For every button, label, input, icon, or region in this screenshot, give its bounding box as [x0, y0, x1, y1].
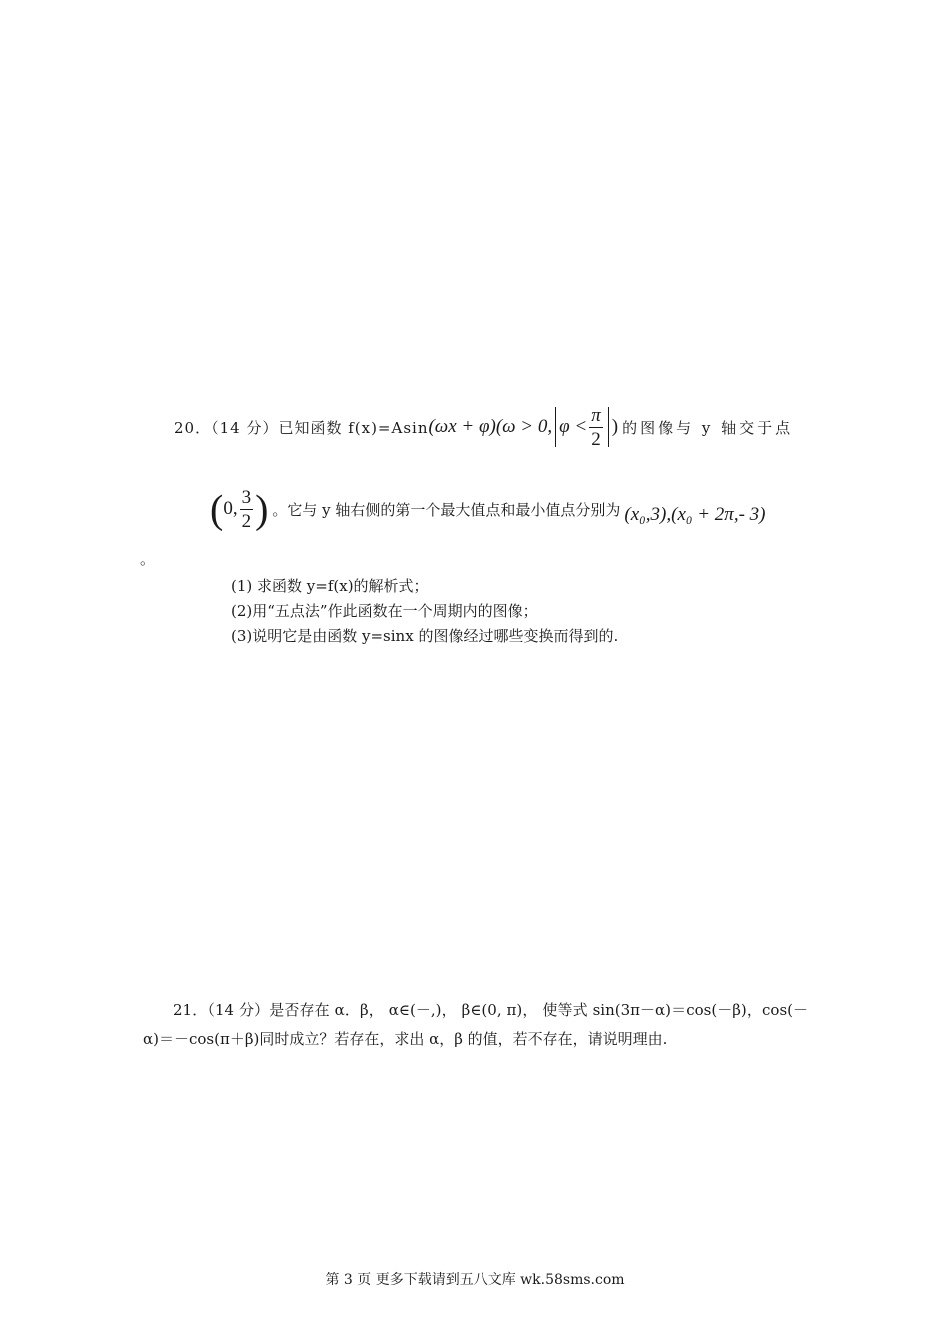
problem-20-question-2: (2)用“五点法”作此函数在一个周期内的图像； — [231, 602, 538, 620]
fraction-numerator: π — [591, 404, 601, 426]
point-close-paren: ) — [255, 486, 269, 531]
point-expression — [210, 488, 268, 531]
problem-20-question-1: (1) 求函数 y=f(x)的解析式； — [231, 577, 429, 595]
page-footer: 第 3 页 更多下载请到五八文库 wk.58sms.com — [325, 1272, 625, 1288]
point-zero: 0, — [223, 497, 238, 519]
problem-20-question-3: (3)说明它是由函数 y=sinx 的图像经过哪些变换而得到的. — [231, 627, 619, 645]
function-argument — [428, 406, 618, 449]
pi-over-two-fraction — [589, 406, 603, 449]
phi-condition: φ < — [559, 415, 588, 437]
problem-21-text: 21．（14 分）是否存在 α．β， α∈(－,)， β∈(0, π)， 使等式 sin(3π－α)＝cos(－β)，cos(－α)＝－cos(π＋β)同时成立？若存在，求出 α，β 的值，若不存在，请说明理由. — [143, 1001, 808, 1048]
close-paren: ) — [611, 415, 619, 437]
point-open-paren: ( — [210, 486, 224, 531]
problem-20-line-1-tail: 的图像与 y 轴交于点 — [622, 418, 794, 437]
extreme-points: (x₀,3),(x₀ + 2π,- 3) — [624, 504, 766, 525]
problem-20-line-2 — [210, 484, 765, 534]
three-halves-fraction — [240, 488, 254, 531]
problem-20-lead: 20．（14 分）已知函数 f(x)=Asin — [174, 418, 429, 437]
abs-bar-right — [608, 407, 609, 447]
problem-20-line-1 — [174, 402, 793, 452]
omega-condition: (ωx + φ)(ω > 0, — [428, 415, 553, 437]
problem-20-trailing-dot: 。 — [140, 550, 156, 568]
abs-bar-left — [555, 407, 556, 447]
fraction-denominator-2: 2 — [241, 510, 252, 532]
problem-20-line-2-text: 。它与 y 轴右侧的第一个最大值点和最小值点分别为 — [272, 500, 621, 519]
fraction-denominator: 2 — [591, 428, 601, 450]
fraction-numerator-3: 3 — [241, 486, 252, 508]
